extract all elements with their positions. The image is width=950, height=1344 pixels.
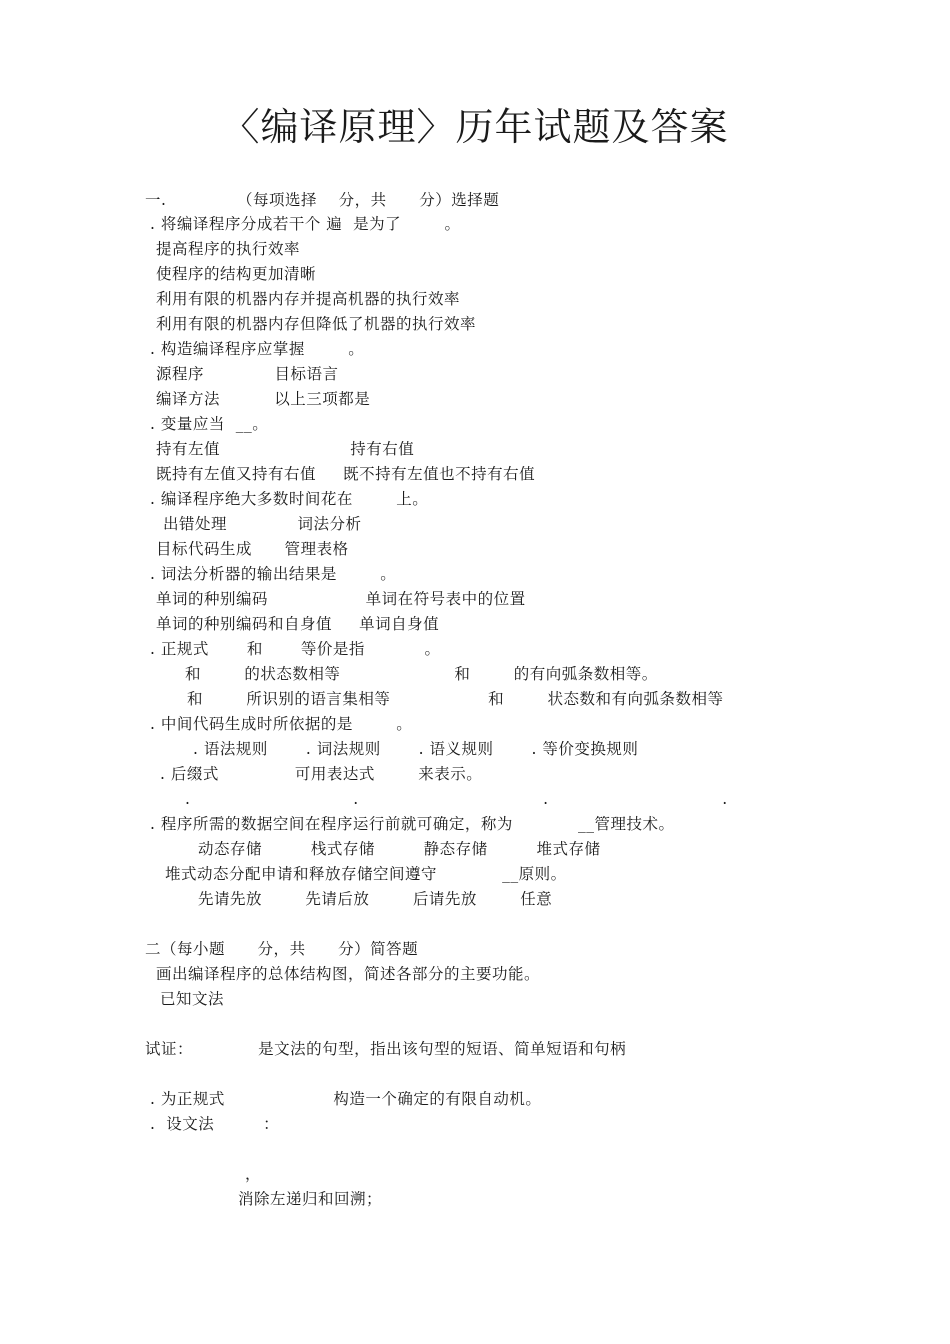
question-2: . 构造编译程序应掌握 。 <box>150 340 365 358</box>
option-line: . 语法规则 . 词法规则 . 语义规则 . 等价变换规则 <box>193 740 639 758</box>
option-line: 提高程序的执行效率 <box>156 240 301 258</box>
option-line: 单词的种别编码和自身值 单词自身值 <box>156 615 440 633</box>
grammar-line: ， <box>245 1165 262 1183</box>
question-8: . 后缀式 可用表达式 来表示。 <box>160 765 483 783</box>
option-line: 动态存储 栈式存储 静态存储 堆式存储 <box>198 840 601 858</box>
question-6: . 正规式 和 等价是指 。 <box>150 640 441 658</box>
question-10: 堆式动态分配申请和释放存储空间遵守 __原则。 <box>165 865 567 883</box>
option-line: 使程序的结构更加清晰 <box>156 265 317 283</box>
document-title: 〈编译原理〉历年试题及答案 <box>221 105 729 149</box>
short-question-3: . 为正规式 构造一个确定的有限自动机。 <box>150 1090 542 1108</box>
option-line: 利用有限的机器内存并提高机器的执行效率 <box>156 290 461 308</box>
question-3: . 变量应当 __。 <box>150 415 269 433</box>
question-7: . 中间代码生成时所依据的是 。 <box>150 715 413 733</box>
short-question-2: 已知文法 <box>160 990 225 1008</box>
option-line: . . . . <box>185 790 728 808</box>
option-line: 持有左值 持有右值 <box>156 440 415 458</box>
option-line: 先请先放 先请后放 后请先放 任意 <box>198 890 553 908</box>
option-line: 编译方法 以上三项都是 <box>156 390 371 408</box>
option-line: 源程序 目标语言 <box>156 365 339 383</box>
option-line: 和 的状态数相等 和 的有向弧条数相等。 <box>185 665 658 683</box>
question-1: . 将编译程序分成若干个 遍 是为了 。 <box>150 215 461 233</box>
question-4: . 编译程序绝大多数时间花在 上。 <box>150 490 429 508</box>
option-line: 单词的种别编码 单词在符号表中的位置 <box>156 590 526 608</box>
option-line: 目标代码生成 管理表格 <box>156 540 349 558</box>
question-9: . 程序所需的数据空间在程序运行前就可确定，称为 __管理技术。 <box>150 815 675 833</box>
short-question-4-task: 消除左递归和回溯； <box>238 1190 383 1208</box>
section-one-heading: 一. （每项选择 分，共 分）选择题 <box>145 191 500 209</box>
option-line: 既持有左值又持有右值 既不持有左值也不持有右值 <box>156 465 536 483</box>
short-question-2-proof: 试证： 是文法的句型，指出该句型的短语、简单短语和句柄 <box>145 1040 627 1058</box>
option-line: 利用有限的机器内存但降低了机器的执行效率 <box>156 315 477 333</box>
short-question-1: 画出编译程序的总体结构图，简述各部分的主要功能。 <box>156 965 541 983</box>
option-line: 和 所识别的语言集相等 和 状态数和有向弧条数相等 <box>187 690 724 708</box>
section-two-heading: 二（每小题 分，共 分）简答题 <box>145 940 419 958</box>
option-line: 出错处理 词法分析 <box>163 515 362 533</box>
question-5: . 词法分析器的输出结果是 。 <box>150 565 397 583</box>
short-question-4: . 设文法 ： <box>150 1115 280 1133</box>
